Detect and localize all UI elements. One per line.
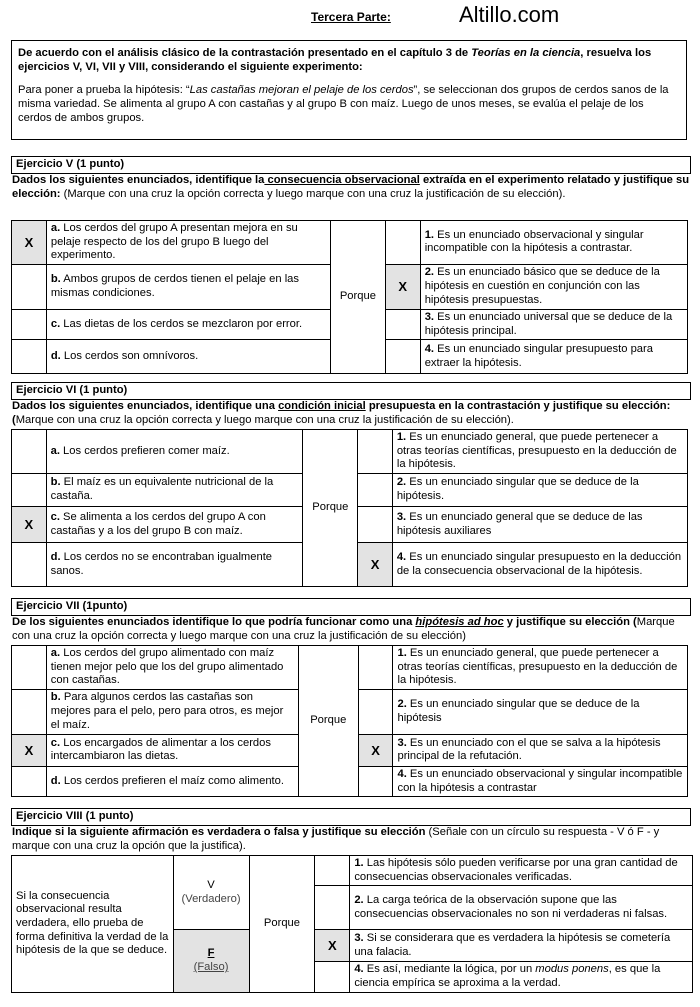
exercise-7-question: De los siguientes enunciados identifique lo que podría funcionar como una hipótesis ad hoc y justifique su elección (Marque con una cruz la opción correcta y luego marque con una cruz la justificación de su elección) [12, 616, 675, 642]
watermark-brand: Altillo.com [459, 2, 560, 27]
porque-label: Porque [249, 856, 315, 993]
exercise-7 [11, 598, 693, 794]
reason-1-mark[interactable] [385, 221, 420, 265]
option-c[interactable]: c. Las dietas de los cerdos se mezclaron por error. [46, 309, 330, 339]
option-d-mark[interactable] [12, 766, 47, 796]
reason-2-mark[interactable] [358, 689, 393, 734]
porque-label: Porque [298, 646, 358, 797]
option-d[interactable]: d. Los cerdos prefieren el maíz como alimento. [46, 766, 298, 796]
exercise-8-question: Indique si la siguiente afirmación es verdadera o falsa y justifique su elección (Señale con un círculo su respuesta - V ó F - y marque con una cruz la opción que la justifica). [12, 826, 660, 852]
reason-1-mark[interactable] [358, 646, 393, 690]
reason-4-mark[interactable] [358, 766, 393, 796]
reason-2[interactable]: 2. Es un enunciado básico que se deduce de la hipótesis en cuestión en conjunción con las hipótesis presupuestas. [420, 264, 687, 309]
option-d-mark[interactable] [12, 340, 47, 374]
exercise-6 [11, 382, 693, 577]
reason-3[interactable]: 3. Es un enunciado general que se deduce de las hipótesis auxiliares [392, 507, 687, 543]
option-a[interactable]: a. Los cerdos del grupo alimentado con maíz tienen mejor pelo que los del grupo alimentado con castañas. [46, 646, 298, 690]
option-a-mark[interactable]: X [12, 221, 47, 265]
reason-2-mark[interactable] [315, 886, 350, 930]
reason-3-mark[interactable] [358, 507, 393, 543]
exercise-5-table [11, 220, 688, 374]
intro-experiment: Para poner a prueba la hipótesis: “Las castañas mejoran el pelaje de los cerdos”, se seleccionan dos grupos de cerdos sanos de la misma variedad. Se alimenta al grupo A con castañas y al grupo B con maíz. Luego de unos meses, se evalúa el pelaje de los cerdos de ambos grupos. [18, 84, 669, 124]
exercise-6-table [11, 429, 688, 587]
reason-4-mark[interactable] [315, 962, 350, 992]
option-c[interactable]: c. Se alimenta a los cerdos del grupo A con castañas y a los del grupo B con maíz. [46, 507, 303, 543]
reason-4-mark[interactable]: X [358, 543, 393, 587]
option-d[interactable]: d. Los cerdos no se encontraban igualmente sanos. [46, 543, 303, 587]
reason-2[interactable]: 2. Es un enunciado singular que se deduce de la hipótesis. [392, 474, 687, 507]
option-a-mark[interactable] [12, 430, 47, 474]
reason-1-mark[interactable] [358, 430, 393, 474]
section-title: Tercera Parte: [311, 10, 391, 24]
exercise-8-heading: Ejercicio VIII (1 punto) [11, 808, 691, 826]
reason-3-mark[interactable]: X [315, 930, 350, 962]
reason-3[interactable]: 3. Si se considerara que es verdadera la hipótesis se cometería una falacia. [350, 930, 693, 962]
reason-1[interactable]: 1. Las hipótesis sólo pueden verificarse por una gran cantidad de consecuencias observacionales verificadas. [350, 856, 693, 886]
reason-1[interactable]: 1. Es un enunciado observacional y singular incompatible con la hipótesis a contrastar. [420, 221, 687, 265]
option-a-mark[interactable] [12, 646, 47, 690]
exercise-5-question: Dados los siguientes enunciados, identifique la consecuencia observacional extraída en el experimento relatado y justifique su elección: (Marque con una cruz la opción correcta y luego marque con una cruz la justificación de su elección). [12, 174, 690, 200]
exercise-8 [11, 808, 693, 989]
option-b[interactable]: b. Ambos grupos de cerdos tienen el pelaje en las mismas condiciones. [46, 264, 330, 309]
option-d[interactable]: d. Los cerdos son omnívoros. [46, 340, 330, 374]
intro-box [11, 40, 687, 140]
false-option[interactable]: F (Falso) [173, 930, 249, 992]
reason-1-mark[interactable] [315, 856, 350, 886]
exercise-6-question: Dados los siguientes enunciados, identifique una condición inicial presupuesta en la contrastación y justifique su elección: (Marque con una cruz la opción correcta y luego marque con una cruz la justificación de su elección). [12, 400, 671, 426]
reason-3[interactable]: 3. Es un enunciado con el que se salva a la hipótesis principal de la refutación. [393, 734, 688, 766]
statement: Si la consecuencia observacional resulta verdadera, ello prueba de forma definitiva la verdad de la hipótesis de la que se deduce. [12, 856, 174, 993]
exercise-8-table [11, 855, 693, 993]
reason-1[interactable]: 1. Es un enunciado general, que puede pertenecer a otras teorías científicas, presupuesto en la deducción de la hipótesis. [393, 646, 688, 690]
option-c-mark[interactable]: X [12, 507, 47, 543]
reason-2-mark[interactable] [358, 474, 393, 507]
true-option[interactable]: V (Verdadero) [173, 856, 249, 930]
option-c[interactable]: c. Los encargados de alimentar a los cerdos intercambiaron las dietas. [46, 734, 298, 766]
reason-4[interactable]: 4. Es un enunciado observacional y singular incompatible con la hipótesis a contrastar [393, 766, 688, 796]
reason-3-mark[interactable] [385, 309, 420, 339]
intro-instructions: De acuerdo con el análisis clásico de la contrastación presentado en el capítulo 3 de Teorías en la ciencia, resuelva los ejercicios V, VI, VII y VIII, considerando el siguiente experimento: [18, 47, 652, 73]
porque-label: Porque [330, 221, 385, 374]
porque-label: Porque [303, 430, 358, 587]
reason-3[interactable]: 3. Es un enunciado universal que se deduce de la hipótesis principal. [420, 309, 687, 339]
reason-4[interactable]: 4. Es un enunciado singular presupuesto en la deducción de la consecuencia observacional de la hipótesis. [392, 543, 687, 587]
exercise-6-heading: Ejercicio VI (1 punto) [11, 382, 691, 400]
reason-4[interactable]: 4. Es un enunciado singular presupuesto para extraer la hipótesis. [420, 340, 687, 374]
reason-1[interactable]: 1. Es un enunciado general, que puede pertenecer a otras teorías científicas, presupuesto en la deducción de la hipótesis. [392, 430, 687, 474]
option-a[interactable]: a. Los cerdos prefieren comer maíz. [46, 430, 303, 474]
option-d-mark[interactable] [12, 543, 47, 587]
option-b[interactable]: b. El maíz es un equivalente nutricional de la castaña. [46, 474, 303, 507]
option-b[interactable]: b. Para algunos cerdos las castañas son mejores para el pelo, pero para otros, es mejor el maíz. [46, 689, 298, 734]
option-b-mark[interactable] [12, 264, 47, 309]
reason-2-mark[interactable]: X [385, 264, 420, 309]
option-c-mark[interactable]: X [12, 734, 47, 766]
reason-3-mark[interactable]: X [358, 734, 393, 766]
option-b-mark[interactable] [12, 689, 47, 734]
exercise-5-heading: Ejercicio V (1 punto) [11, 156, 691, 174]
reason-2[interactable]: 2. Es un enunciado singular que se deduce de la hipótesis [393, 689, 688, 734]
reason-4-mark[interactable] [385, 340, 420, 374]
reason-4[interactable]: 4. Es así, mediante la lógica, por un modus ponens, es que la ciencia empírica se aproxima a la verdad. [350, 962, 693, 992]
reason-2[interactable]: 2. La carga teórica de la observación supone que las consecuencias observacionales no son ni verdaderas ni falsas. [350, 886, 693, 930]
exercise-7-heading: Ejercicio VII (1punto) [11, 598, 691, 616]
option-b-mark[interactable] [12, 474, 47, 507]
option-a[interactable]: a. Los cerdos del grupo A presentan mejora en su pelaje respecto de los del grupo B luego del experimento. [46, 221, 330, 265]
exercise-5 [11, 156, 693, 369]
exercise-7-table [11, 645, 688, 797]
option-c-mark[interactable] [12, 309, 47, 339]
